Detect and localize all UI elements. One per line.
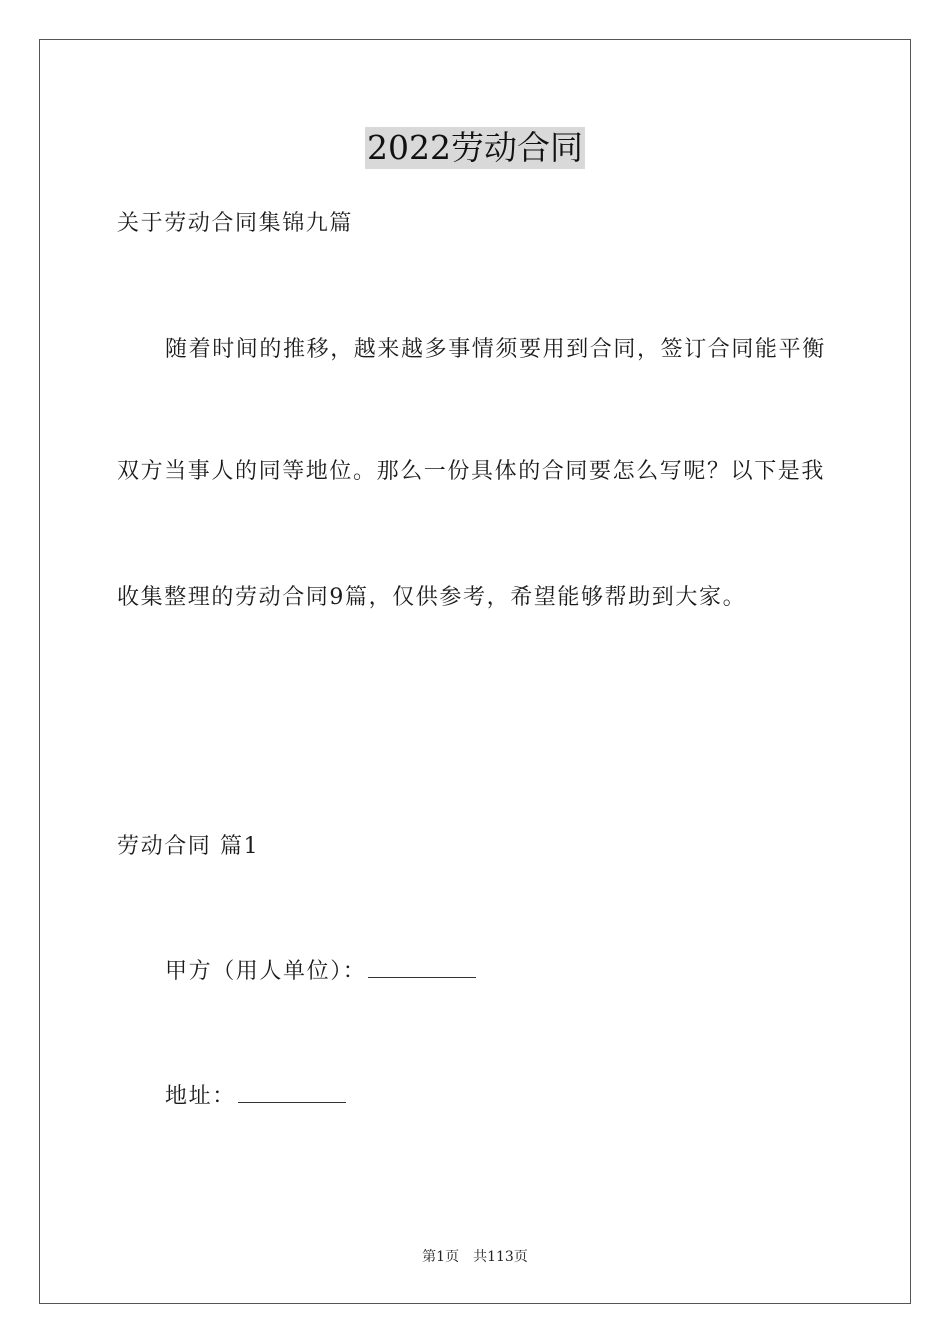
party-a-blank — [368, 957, 476, 978]
party-a-field — [165, 957, 476, 987]
title-container — [0, 127, 950, 169]
address-label: 地址： — [165, 1084, 236, 1109]
intro-line-3: 收集整理的劳动合同9篇，仅供参考，希望能够帮助到大家。 — [117, 585, 747, 610]
document-subtitle: 关于劳动合同集锦九篇 — [117, 211, 354, 236]
intro-line-1: 随着时间的推移，越来越多事情须要用到合同，签订合同能平衡 — [165, 337, 826, 362]
section-heading: 劳动合同 篇1 — [117, 834, 260, 859]
address-blank — [238, 1082, 346, 1103]
page-footer — [0, 1247, 950, 1267]
intro-line-2: 双方当事人的同等地位。那么一份具体的合同要怎么写呢？以下是我 — [117, 459, 826, 484]
document-title: 2022劳动合同 — [367, 128, 583, 167]
page-number: 第1页 — [422, 1249, 460, 1265]
address-field — [165, 1082, 346, 1112]
page-total: 共113页 — [473, 1249, 528, 1265]
party-a-label: 甲方（用人单位）： — [165, 959, 367, 984]
